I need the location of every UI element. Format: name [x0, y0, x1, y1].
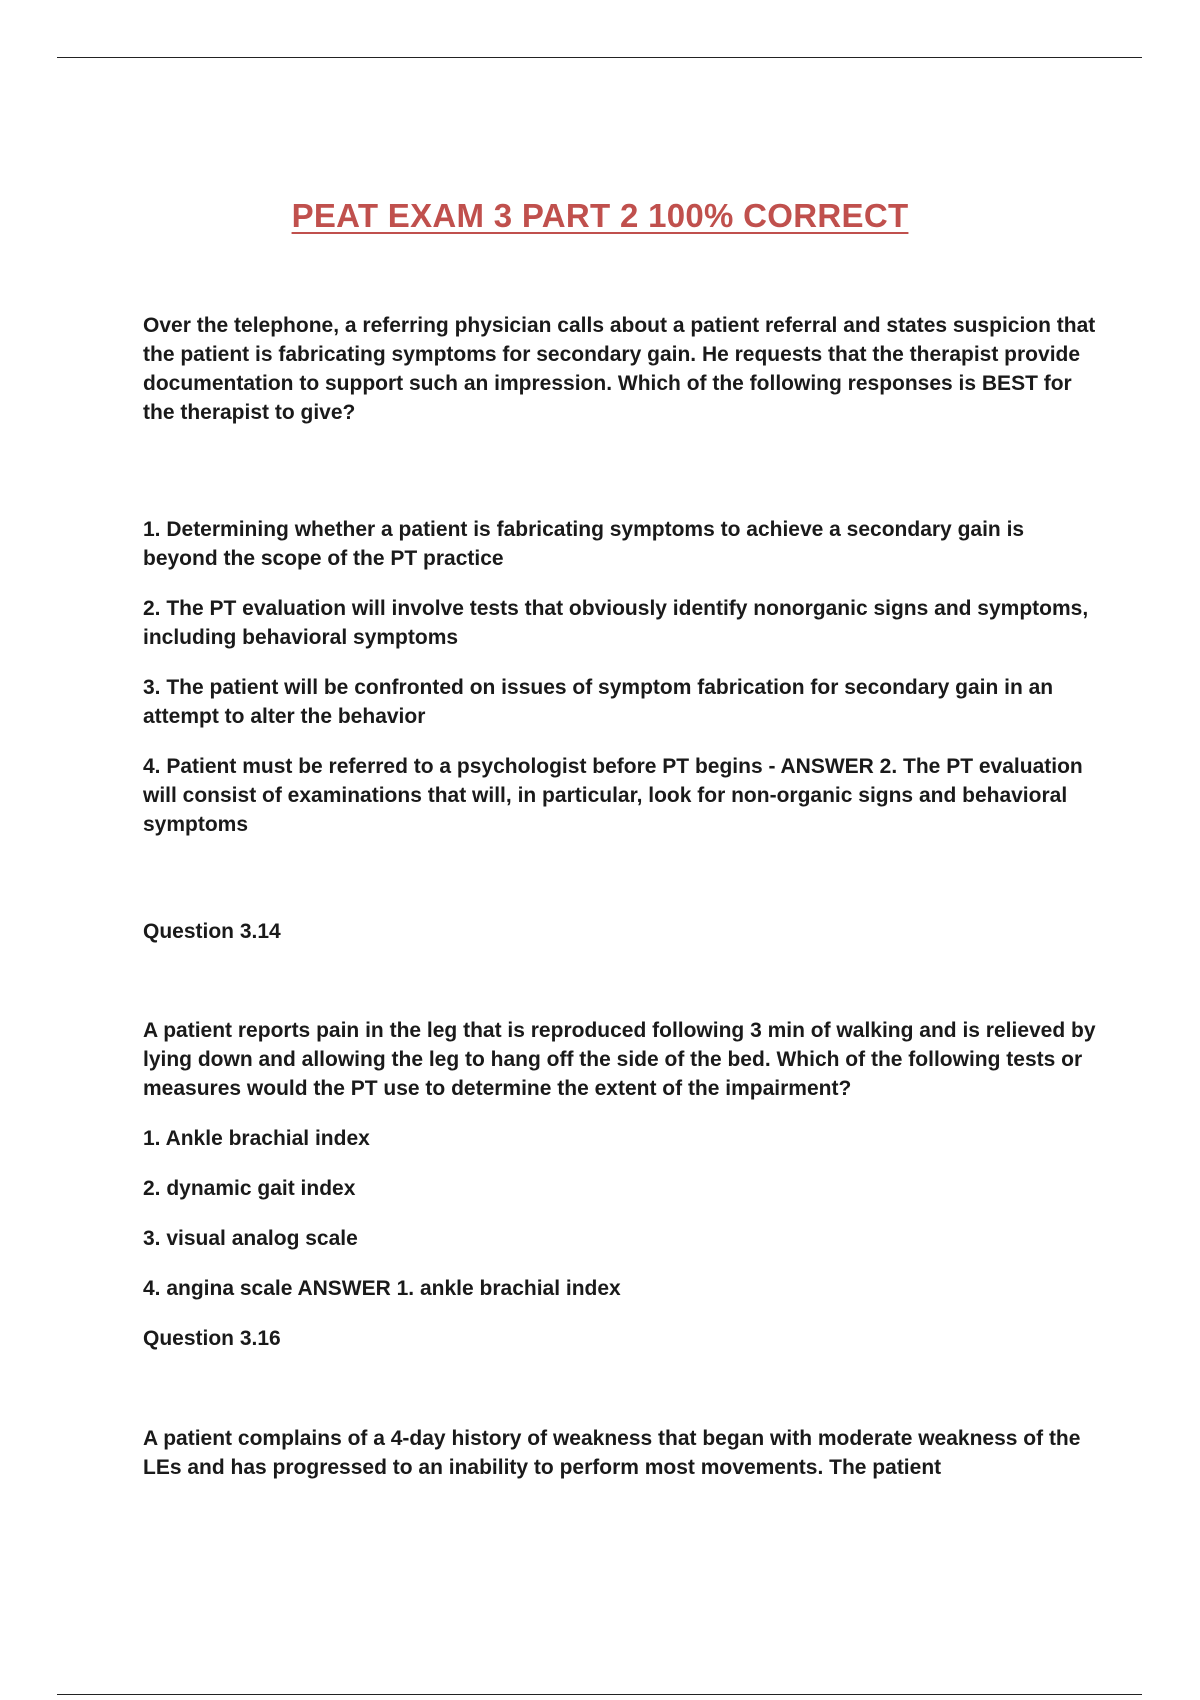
question-stem: A patient complains of a 4-day history of weakness that began with moderate weakness of the LEs and has progressed to an inability to perform most movements. The patient — [143, 1427, 1081, 1479]
document-body — [143, 311, 1103, 1482]
document-title: PEAT EXAM 3 PART 2 100% CORRECT — [291, 197, 909, 234]
bottom-rule — [57, 1694, 1142, 1695]
question-heading: Question 3.14 — [143, 920, 281, 943]
question-stem: A patient reports pain in the leg that is reproduced following 3 min of walking and is relieved by lying down and allowing the leg to hang off the side of the bed. Which of the following tests or measures would the PT use to determine the extent of the impairment? — [143, 1019, 1096, 1100]
answer-option: 1. Determining whether a patient is fabricating symptoms to achieve a secondary gain is beyond the scope of the PT practice — [143, 518, 1025, 570]
answer-option: 4. angina scale ANSWER 1. ankle brachial index — [143, 1277, 621, 1300]
answer-option: 1. Ankle brachial index — [143, 1127, 370, 1150]
answer-option: 3. The patient will be confronted on issues of symptom fabrication for secondary gain in an attempt to alter the behavior — [143, 676, 1054, 728]
answer-option: 2. dynamic gait index — [143, 1177, 356, 1200]
answer-option: 2. The PT evaluation will involve tests that obviously identify nonorganic signs and symptoms, including behavioral symptoms — [143, 597, 1089, 649]
question-heading: Question 3.16 — [143, 1327, 281, 1350]
top-rule — [57, 57, 1142, 58]
answer-option: 3. visual analog scale — [143, 1227, 358, 1250]
answer-option: 4. Patient must be referred to a psychologist before PT begins - ANSWER 2. The PT evaluation will consist of examinations that will, in particular, look for non-organic signs and behavioral symptoms — [143, 755, 1083, 836]
question-stem: Over the telephone, a referring physician calls about a patient referral and states suspicion that the patient is fabricating symptoms for secondary gain. He requests that the therapist provide documentation to support such an impression. Which of the following responses is BEST for the therapist to give? — [143, 314, 1096, 424]
